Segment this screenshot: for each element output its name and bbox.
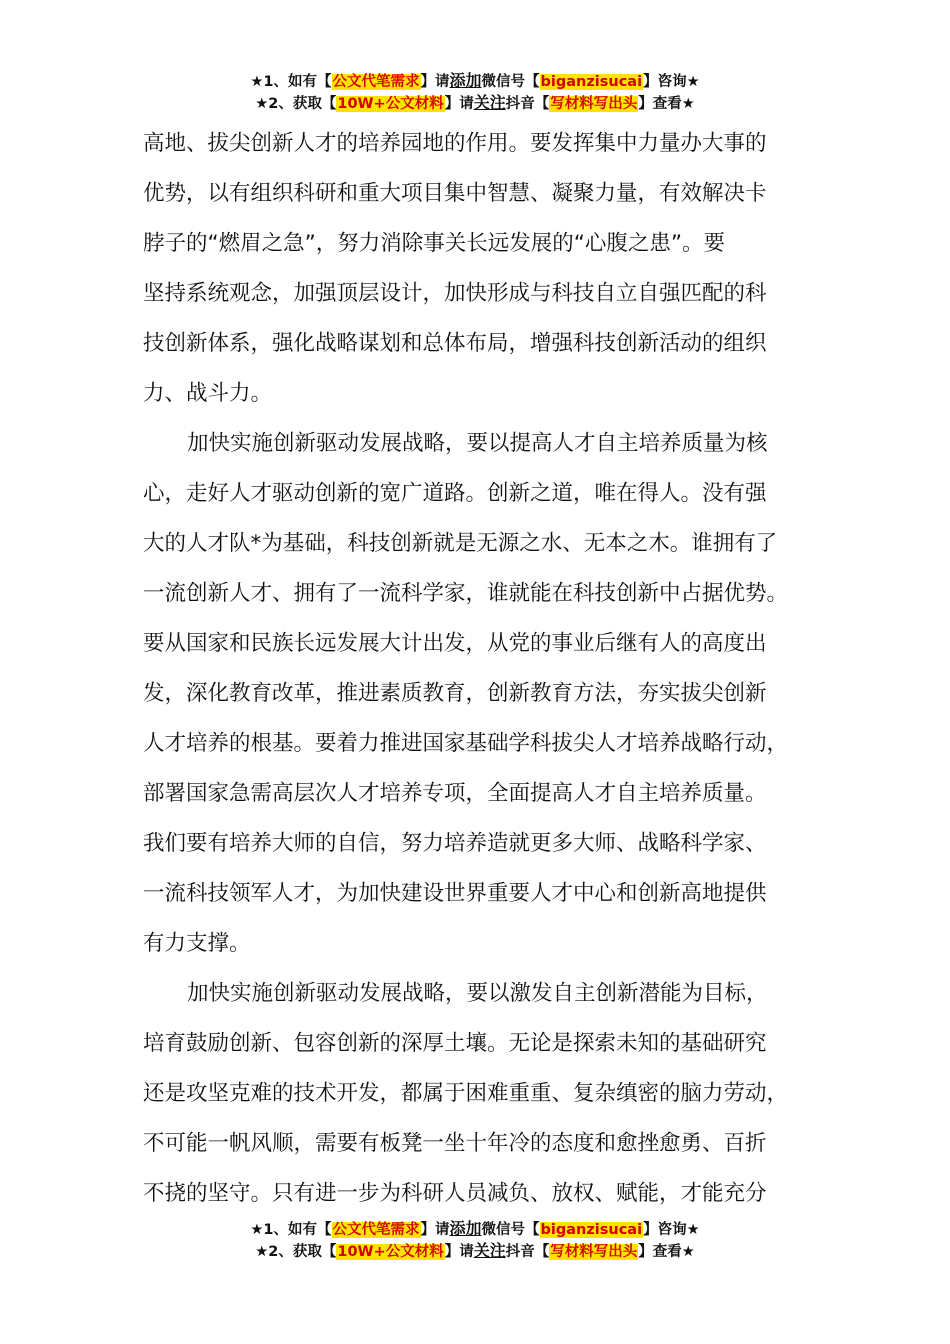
banner-text: 】查看★ <box>638 1244 695 1260</box>
banner-text: 】请 <box>444 1244 474 1260</box>
banner-text: 抖音【 <box>505 96 550 112</box>
body-line: 不可能一帆风顺，需要有板凳一坐十年冷的态度和愈挫愈勇、百折 <box>143 1131 767 1156</box>
body-line: 一流科技领军人才，为加快建设世界重要人才中心和创新高地提供 <box>143 881 767 906</box>
body-line: 技创新体系，强化战略谋划和总体布局，增强科技创新活动的组织 <box>143 331 767 356</box>
body-line: 大的人才队*为基础，科技创新就是无源之水、无本之木。谁拥有了 <box>143 531 778 556</box>
banner-wechat-id: biganzisucai <box>540 74 643 90</box>
body-line: 我们要有培养大师的自信，努力培养造就更多大师、战略科学家、 <box>143 831 767 856</box>
banner-highlight: 10W+公文材料 <box>337 1244 444 1260</box>
banner-douyin-account: 写材料写出头 <box>550 96 638 112</box>
banner-text: ★2、获取【 <box>255 96 337 112</box>
body-line: 有力支撑。 <box>143 931 251 956</box>
banner-text: ★1、如有【 <box>250 1222 332 1238</box>
body-line: 一流创新人才、拥有了一流科学家，谁就能在科技创新中占据优势。 <box>143 581 789 606</box>
banner-highlight: 公文代笔需求 <box>332 74 420 90</box>
header-banner <box>0 70 950 114</box>
banner-keyword: 关注 <box>473 1241 506 1260</box>
body-line: 还是攻坚克难的技术开发，都属于困难重重、复杂缜密的脑力劳动， <box>143 1081 789 1106</box>
banner-text: 】咨询★ <box>643 1222 700 1238</box>
banner-highlight: 公文代笔需求 <box>332 1222 420 1238</box>
banner-text: ★1、如有【 <box>250 74 332 90</box>
banner-text: 】查看★ <box>638 96 695 112</box>
body-line: 培育鼓励创新、包容创新的深厚土壤。无论是探索未知的基础研究 <box>143 1031 767 1056</box>
body-line: 发，深化教育改革，推进素质教育，创新教育方法，夯实拔尖创新 <box>143 681 767 706</box>
banner-keyword: 关注 <box>473 93 506 112</box>
banner-text: ★2、获取【 <box>255 1244 337 1260</box>
banner-text: 】请 <box>420 74 450 90</box>
banner-text: 】请 <box>444 96 474 112</box>
banner-keyword: 添加 <box>449 1219 482 1238</box>
banner-line-1 <box>0 1218 950 1240</box>
body-line: 要从国家和民族长远发展大计出发，从党的事业后继有人的高度出 <box>143 631 767 656</box>
body-line: 优势，以有组织科研和重大项目集中智慧、凝聚力量，有效解决卡 <box>143 181 767 206</box>
banner-highlight: 10W+公文材料 <box>337 96 444 112</box>
banner-line-2 <box>0 92 950 114</box>
banner-text: 】请 <box>420 1222 450 1238</box>
banner-keyword: 添加 <box>449 71 482 90</box>
banner-wechat-id: biganzisucai <box>540 1222 643 1238</box>
body-line: 不挠的坚守。只有进一步为科研人员减负、放权、赋能，才能充分 <box>143 1181 767 1206</box>
body-line: 力、战斗力。 <box>143 381 273 406</box>
banner-douyin-account: 写材料写出头 <box>550 1244 638 1260</box>
document-body <box>143 119 833 1219</box>
body-line: 人才培养的根基。要着力推进国家基础学科拔尖人才培养战略行动， <box>143 731 789 756</box>
body-line: 心，走好人才驱动创新的宽广道路。创新之道，唯在得人。没有强 <box>143 481 767 506</box>
banner-text: 抖音【 <box>505 1244 550 1260</box>
footer-banner <box>0 1218 950 1262</box>
body-line: 脖子的“燃眉之急”，努力消除事关长远发展的“心腹之患”。要 <box>143 231 726 256</box>
banner-line-2 <box>0 1240 950 1262</box>
banner-text: 】咨询★ <box>643 74 700 90</box>
paragraph-start-line: 加快实施创新驱动发展战略，要以提高人才自主培养质量为核 <box>187 431 768 456</box>
banner-line-1 <box>0 70 950 92</box>
body-line: 坚持系统观念，加强顶层设计，加快形成与科技自立自强匹配的科 <box>143 281 767 306</box>
banner-text: 微信号【 <box>481 74 540 90</box>
paragraph-start-line: 加快实施创新驱动发展战略，要以激发自主创新潜能为目标， <box>187 981 768 1006</box>
body-line: 部署国家急需高层次人才培养专项，全面提高人才自主培养质量。 <box>143 781 767 806</box>
body-line: 高地、拔尖创新人才的培养园地的作用。要发挥集中力量办大事的 <box>143 131 767 156</box>
banner-text: 微信号【 <box>481 1222 540 1238</box>
